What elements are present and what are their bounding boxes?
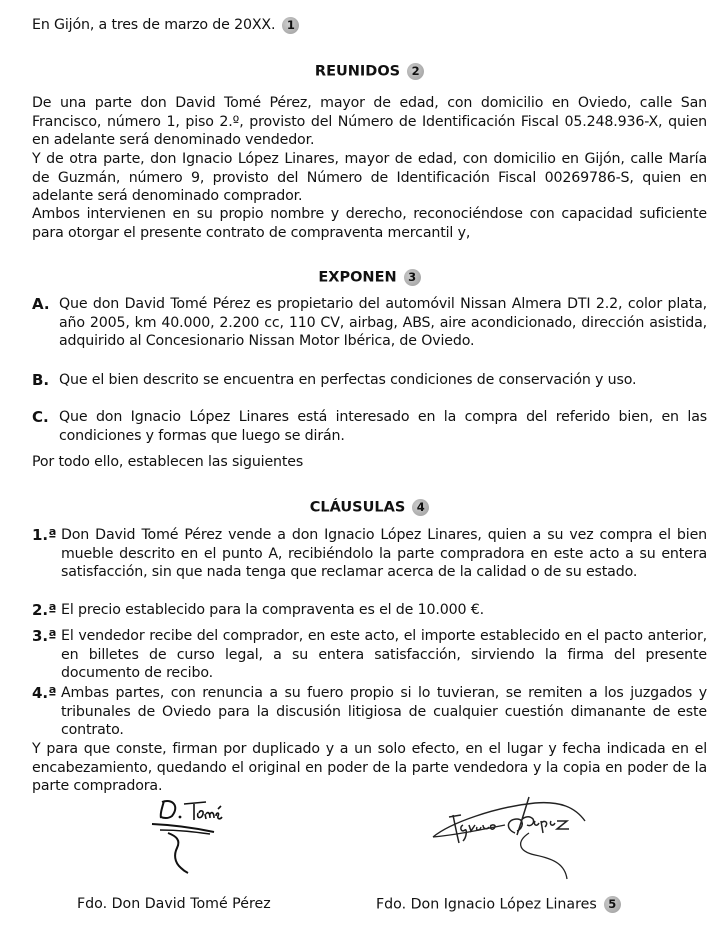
clausula-3: 3.ª El vendedor recibe del comprador, en este acto, el importe establecido en el pacto anterior, en billetes de curso legal, a su entera satisfacción, sirviendo la firma del presente documento de recibo. bbox=[32, 627, 707, 681]
seller-caption: Fdo. Don David Tomé Pérez bbox=[77, 896, 271, 912]
step-badge-3: 3 bbox=[404, 269, 421, 286]
step-badge-4: 4 bbox=[412, 499, 429, 516]
clausula-2: 2.ª El precio establecido para la compraventa es el de 10.000 €. bbox=[32, 601, 484, 619]
seller-signature bbox=[150, 796, 240, 876]
reunidos-paragraph-3: Ambos intervienen en su propio nombre y derecho, reconociéndose con capacidad suficiente para otorgar el presente contrato de compraventa mercantil y, bbox=[32, 206, 707, 241]
heading-clausulas: CLÁUSULAS 4 bbox=[32, 499, 707, 516]
heading-reunidos: REUNIDOS 2 bbox=[32, 63, 707, 80]
clausula-1: 1.ª Don David Tomé Pérez vende a don Ignacio López Linares, quien a su vez compra el bien mueble descrito en el punto A, recibiéndolo la parte compradora en este acto a su entera satisfacción, sin que nada tenga que reclamar acerca de la calidad o de su estado. bbox=[32, 526, 707, 580]
buyer-caption: Fdo. Don Ignacio López Linares 5 bbox=[376, 896, 621, 913]
step-badge-5: 5 bbox=[604, 896, 621, 913]
exponen-item-c: C. Que don Ignacio López Linares está interesado en la compra del referido bien, en las condiciones y formas que luego se dirán. bbox=[32, 408, 707, 444]
reunidos-paragraph-2: Y de otra parte, don Ignacio López Linares, mayor de edad, con domicilio en Gijón, calle María de Guzmán, número 9, provisto del Número de Identificación Fiscal 00269786-S, quien en adelante será denominado comprador. bbox=[32, 151, 707, 204]
step-badge-2: 2 bbox=[407, 63, 424, 80]
clausulas-closing: Y para que conste, firman por duplicado y a un solo efecto, en el lugar y fecha indicada en el encabezamiento, quedando el original en poder de la parte vendedora y la copia en poder de la parte compradora. bbox=[32, 741, 707, 794]
reunidos-paragraph-1: De una parte don David Tomé Pérez, mayor de edad, con domicilio en Oviedo, calle San Francisco, número 1, piso 2.º, provisto del Número de Identificación Fiscal 05.248.936-X, quien en adelante será denominado vendedor. bbox=[32, 95, 707, 148]
heading-exponen: EXPONEN 3 bbox=[32, 269, 707, 286]
clausula-4: 4.ª Ambas partes, con renuncia a su fuero propio si lo tuvieran, se remiten a los juzgados y tribunales de Oviedo para la discusión litigiosa de cualquier cuestión dimanante de este contrato. bbox=[32, 684, 707, 738]
step-badge-1: 1 bbox=[282, 17, 299, 34]
buyer-signature bbox=[425, 785, 600, 885]
exponen-item-b: B. Que el bien descrito se encuentra en perfectas condiciones de conservación y uso. bbox=[32, 371, 637, 389]
exponen-closing: Por todo ello, establecen las siguientes bbox=[32, 454, 304, 470]
date-line: En Gijón, a tres de marzo de 20XX. 1 bbox=[32, 16, 299, 35]
exponen-item-a: A. Que don David Tomé Pérez es propietario del automóvil Nissan Almera DTI 2.2, color plata, año 2005, km 40.000, 2.200 cc, 110 CV, airbag, ABS, aire acondicionado, dirección asistida, adquirido al Concesionario Nissan Motor Ibérica, de Oviedo. bbox=[32, 295, 707, 349]
